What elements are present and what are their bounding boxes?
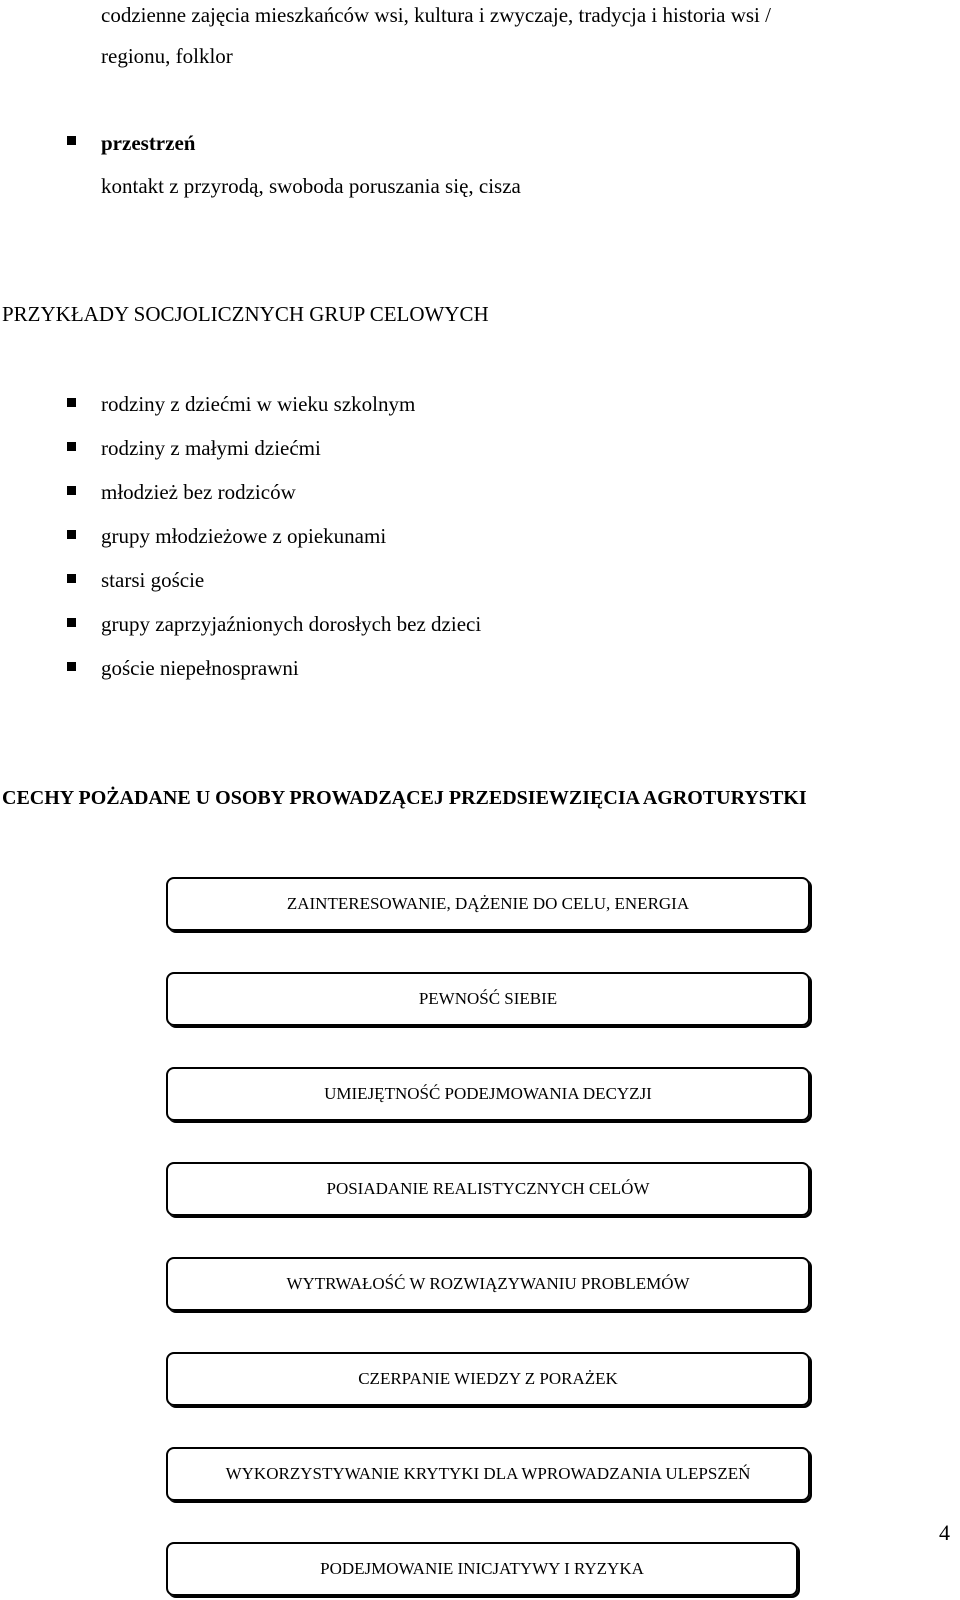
bullet-icon <box>67 136 76 145</box>
bullet-icon <box>67 662 76 671</box>
list-item: rodziny z dziećmi w wieku szkolnym <box>101 392 416 416</box>
bullet-icon <box>67 398 76 407</box>
list-item: starsi goście <box>101 568 205 592</box>
trait-box: CZERPANIE WIEDZY Z PORAŻEK <box>166 1352 810 1406</box>
list-item: rodziny z małymi dziećmi <box>101 436 321 460</box>
trait-box: WYKORZYSTYWANIE KRYTYKI DLA WPROWADZANIA ULEPSZEŃ <box>166 1447 810 1501</box>
intro-line-2: regionu, folklor <box>101 44 233 68</box>
list-item: grupy młodzieżowe z opiekunami <box>101 524 387 548</box>
intro-line-1: codzienne zajęcia mieszkańców wsi, kultura i zwyczaje, tradycja i historia wsi / <box>101 3 771 27</box>
trait-box: PEWNOŚĆ SIEBIE <box>166 972 810 1026</box>
trait-box: UMIEJĘTNOŚĆ PODEJMOWANIA DECYZJI <box>166 1067 810 1121</box>
traits-heading: CECHY POŻADANE U OSOBY PROWADZĄCEJ PRZEDSIEWZIĘCIA AGROTURYSTKI <box>2 787 807 809</box>
list-item: goście niepełnosprawni <box>101 656 299 680</box>
trait-box: ZAINTERESOWANIE, DĄŻENIE DO CELU, ENERGIA <box>166 877 810 931</box>
space-item-title: przestrzeń <box>101 131 196 155</box>
trait-box: PODEJMOWANIE INICJATYWY I RYZYKA <box>166 1542 798 1596</box>
bullet-icon <box>67 574 76 583</box>
list-item: grupy zaprzyjaźnionych dorosłych bez dzieci <box>101 612 482 636</box>
bullet-icon <box>67 442 76 451</box>
page-number: 4 <box>939 1520 950 1545</box>
groups-heading: PRZYKŁADY SOCJOLICZNYCH GRUP CELOWYCH <box>2 302 489 326</box>
space-item-description: kontakt z przyrodą, swoboda poruszania się, cisza <box>101 174 521 198</box>
trait-box: WYTRWAŁOŚĆ W ROZWIĄZYWANIU PROBLEMÓW <box>166 1257 810 1311</box>
bullet-icon <box>67 486 76 495</box>
trait-box: POSIADANIE REALISTYCZNYCH CELÓW <box>166 1162 810 1216</box>
bullet-icon <box>67 530 76 539</box>
list-item: młodzież bez rodziców <box>101 480 296 504</box>
bullet-icon <box>67 618 76 627</box>
